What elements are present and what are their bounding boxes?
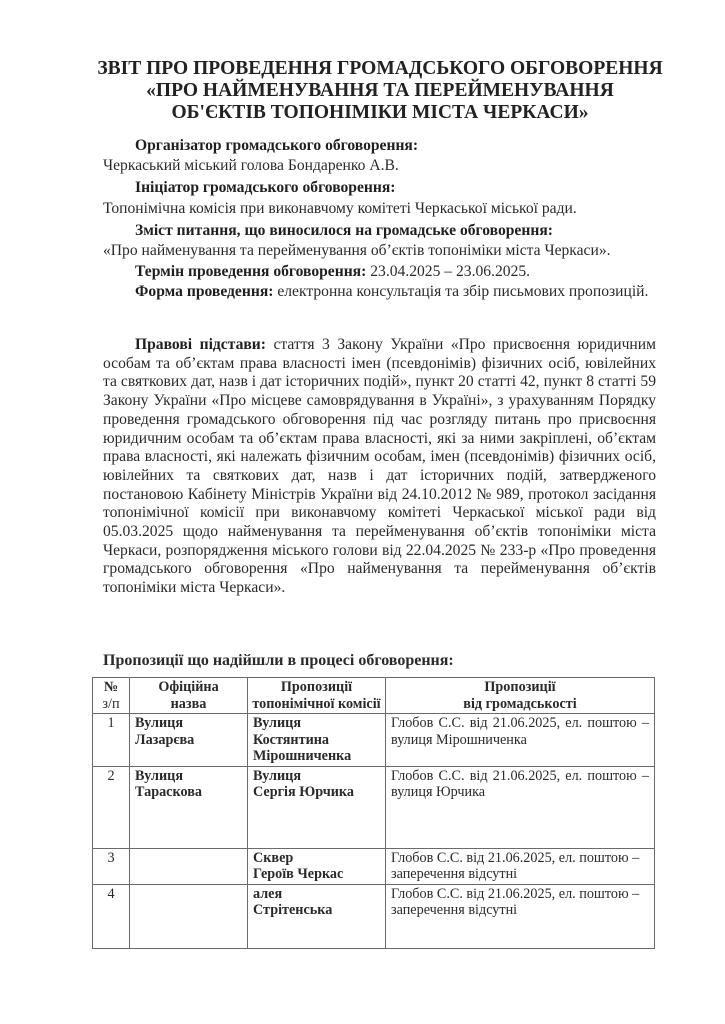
row-public-proposal: Глобов С.С. від 21.06.2025, ел. поштою – вулиця Мірошниченка [386, 714, 655, 767]
row-num: 3 [93, 848, 130, 884]
row-commission-proposal: Сквер Героїв Черкас [248, 848, 386, 884]
proposals-table [92, 677, 655, 949]
row-public-proposal: Глобов С.С. від 21.06.2025, ел. поштою – заперечення відсутні [386, 848, 655, 884]
row-commission-proposal: алея Стрітенська [248, 884, 386, 948]
row-official-name [130, 884, 248, 948]
term-label: Термін проведення обговорення: [135, 263, 367, 280]
row-official-name [130, 848, 248, 884]
term-value: 23.04.2025 – 23.06.2025. [366, 263, 531, 280]
form-label: Форма проведення: [135, 283, 274, 300]
row-official-name: Вулиця Тараскова [130, 766, 248, 848]
legal-basis-value: стаття 3 Закону України «Про присвоєння юридичним особам та об’єктам права власності імен (псевдонімів) фізичних осіб, ювілейних та святкових дат, назв і дат історичних подій», пункт 20 статті 42, пункт 8 статті 59 Закону України «Про місцеве самоврядування в Україні», з урахуванням Порядку проведення громадського обговорення під час розгляду питань про присвоєння юридичним особам та об’єктам права власності, які за ними закріплені, об’єктам права власності, які належать фізичним особам, імен (псевдонімів) фізичних осіб, ювілейних та святкових дат, назв і дат історичних подій, затвердженого постановою Кабінету Міністрів України від 24.10.2012 № 989, протокол засідання топонімічної комісії при виконавчому комітеті Черкаської міської ради від 05.03.2025 щодо найменування та перейменування об’єктів топоніміки міста Черкаси, розпорядження міського голови від 22.04.2025 № 233-р «Про проведення громадського обговорення «Про найменування та перейменування об’єктів топоніміки міста Черкаси». [103, 336, 656, 597]
title-line-1: ЗВІТ ПРО ПРОВЕДЕННЯ ГРОМАДСЬКОГО ОБГОВОРЕННЯ [97, 58, 663, 79]
form-value: електронна консультація та збір письмових пропозицій. [273, 283, 649, 300]
table-row [93, 884, 655, 948]
organizer-value: Черкаський міський голова Бондаренко А.В. [103, 157, 399, 174]
title-line-3: ОБ'ЄКТІВ ТОПОНІМІКИ МІСТА ЧЕРКАСИ» [171, 102, 589, 123]
initiator-label: Ініціатор громадського обговорення: [135, 179, 396, 196]
row-num: 4 [93, 884, 130, 948]
header-commission-proposals: Пропозиції топонімічної комісії [248, 678, 386, 714]
table-header-row [93, 678, 655, 714]
legal-basis-label: Правові підстави: [135, 336, 266, 353]
row-official-name: Вулиця Лазарєва [130, 714, 248, 767]
table-row [93, 714, 655, 767]
report-title [90, 58, 670, 124]
table-row [93, 766, 655, 848]
row-commission-proposal: Вулиця Сергія Юрчика [248, 766, 386, 848]
row-public-proposal: Глобов С.С. від 21.06.2025, ел. поштою – вулиця Юрчика [386, 766, 655, 848]
subject-label: Зміст питання, що виносилося на громадське обговорення: [135, 222, 553, 239]
legal-basis-paragraph [103, 336, 656, 598]
title-line-2: «ПРО НАЙМЕНУВАННЯ ТА ПЕРЕЙМЕНУВАННЯ [146, 80, 614, 101]
organizer-label: Організатор громадського обговорення: [135, 137, 419, 154]
form-paragraph [103, 283, 656, 302]
initiator-value: Топонімічна комісія при виконавчому комітеті Черкаської міської ради. [103, 200, 577, 217]
header-public-proposals: Пропозиції від громадськості [386, 678, 655, 714]
row-num: 2 [93, 766, 130, 848]
subject-value: «Про найменування та перейменування об’єктів топоніміки міста Черкаси». [103, 242, 611, 259]
header-official-name: Офіційна назва [130, 678, 248, 714]
header-num: № з/п [93, 678, 130, 714]
table-row [93, 848, 655, 884]
row-public-proposal: Глобов С.С. від 21.06.2025, ел. поштою – заперечення відсутні [386, 884, 655, 948]
proposals-heading: Пропозиції що надійшли в процесі обговорення: [103, 652, 454, 669]
term-line [135, 262, 656, 281]
row-commission-proposal: Вулиця Костянтина Мірошниченка [248, 714, 386, 767]
row-num: 1 [93, 714, 130, 767]
